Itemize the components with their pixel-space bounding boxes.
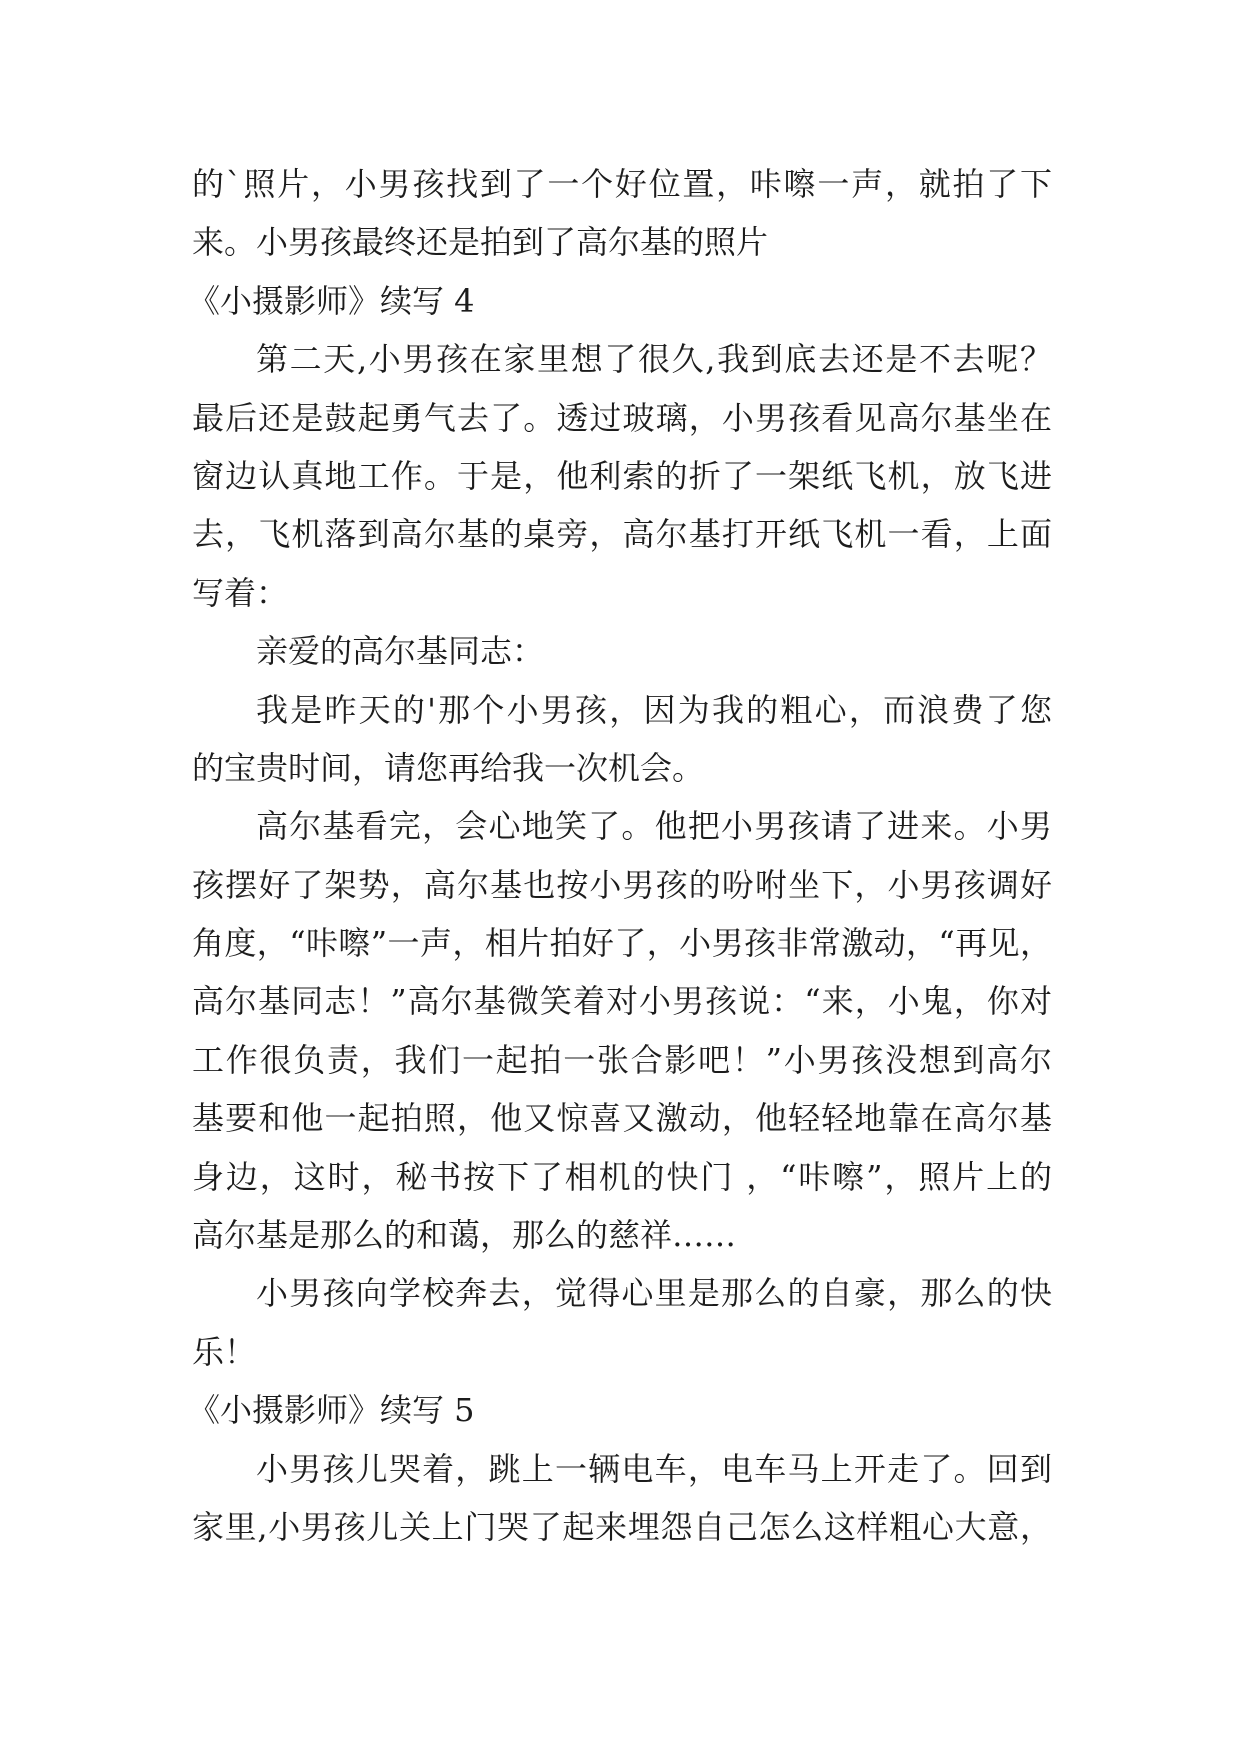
text-line: 小男孩儿哭着，跳上一辆电车，电车马上开走了。回到 <box>256 1449 1052 1488</box>
letter-body <box>192 681 1052 798</box>
text-line: 亲爱的高尔基同志： <box>256 632 545 671</box>
text-line: 乐！ <box>192 1332 257 1371</box>
text-line: 来。小男孩最终还是拍到了高尔基的照片 <box>192 223 769 262</box>
document-body <box>188 155 1052 1556</box>
text-line: 的`照片，小男孩找到了一个好位置，咔嚓一声，就拍了下 <box>192 165 1052 203</box>
text-line: 孩摆好了架势，高尔基也按小男孩的吩咐坐下，小男孩调好 <box>192 865 1052 904</box>
text-line: 第二天,小男孩在家里想了很久,我到底去还是不去呢？ <box>256 340 1052 379</box>
text-line: 我是昨天的'那个小男孩，因为我的粗心，而浪费了您 <box>256 690 1052 729</box>
section-heading: 《小摄影师》续写 5 <box>188 1391 475 1430</box>
text-line: 窗边认真地工作。于是，他利索的折了一架纸飞机，放飞进 <box>192 456 1052 495</box>
text-line: 角度，“咔嚓”一声，相片拍好了，小男孩非常激动，“再见， <box>192 924 1052 963</box>
text-line: 工作很负责，我们一起拍一张合影吧！”小男孩没想到高尔 <box>192 1040 1052 1079</box>
section-heading: 《小摄影师》续写 4 <box>188 281 475 320</box>
text-line: 高尔基是那么的和蔼，那么的慈祥…… <box>192 1216 737 1255</box>
text-line: 家里,小男孩儿关上门哭了起来埋怨自己怎么这样粗心大意， <box>192 1507 1052 1546</box>
text-line: 去，飞机落到高尔基的桌旁，高尔基打开纸飞机一看，上面 <box>192 515 1052 554</box>
text-line: 最后还是鼓起勇气去了。透过玻璃，小男孩看见高尔基坐在 <box>192 398 1052 437</box>
paragraph <box>192 1440 1052 1557</box>
text-line: 身边，这时，秘书按下了相机的快门 ，“咔嚓”，照片上的 <box>192 1157 1052 1196</box>
text-line: 高尔基看完，会心地笑了。他把小男孩请了进来。小男 <box>256 807 1052 846</box>
paragraph <box>192 155 1052 272</box>
letter-salutation <box>192 622 1052 680</box>
text-line: 高尔基同志！”高尔基微笑着对小男孩说：“来，小鬼，你对 <box>192 982 1052 1021</box>
text-line: 写着： <box>192 573 289 612</box>
text-line: 小男孩向学校奔去，觉得心里是那么的自豪，那么的快 <box>256 1274 1052 1313</box>
paragraph <box>192 330 1052 622</box>
text-line: 的宝贵时间，请您再给我一次机会。 <box>192 748 705 787</box>
paragraph <box>192 797 1052 1264</box>
paragraph <box>192 1264 1052 1381</box>
text-line: 基要和他一起拍照，他又惊喜又激动，他轻轻地靠在高尔基 <box>192 1099 1052 1138</box>
